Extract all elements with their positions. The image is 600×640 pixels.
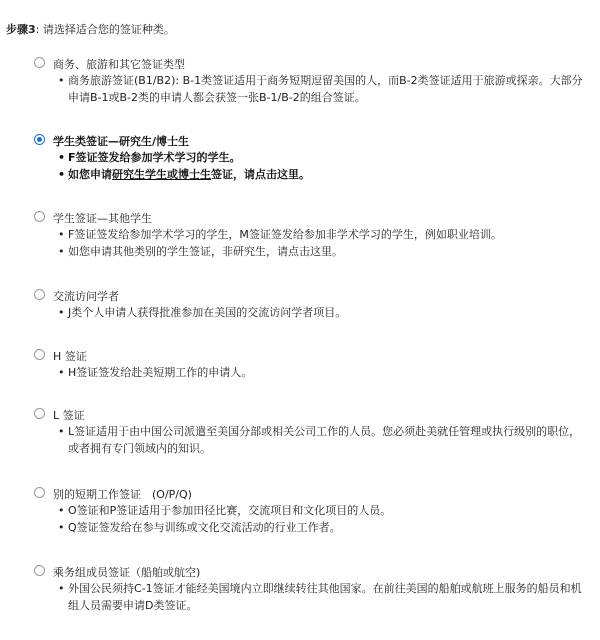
- option-bullet: • F签证签发给参加学术学习的学生。: [68, 149, 590, 166]
- radio-button[interactable]: [34, 57, 45, 68]
- step-label: 步骤3: [6, 23, 36, 36]
- radio-button[interactable]: [34, 565, 45, 576]
- step-instruction: : 请选择适合您的签证种类。: [35, 23, 175, 36]
- option-bullet: • 商务旅游签证(B1/B2): B-1类签证适用于商务短期逗留美国的人，而B-2类签证适用于旅游或探亲。大部分申请B-1或B-2类的申请人都会获签一张B-1/B-2的组合签证。: [68, 72, 590, 106]
- option-title: 别的短期工作签证 (O/P/Q): [53, 488, 192, 501]
- option-title: 交流访问学者: [53, 290, 119, 303]
- option-bullet: • H签证签发给赴美短期工作的申请人。: [68, 364, 590, 381]
- visa-option-l[interactable]: [34, 405, 590, 457]
- radio-button[interactable]: [34, 289, 45, 300]
- radio-button[interactable]: [34, 487, 45, 498]
- visa-option-opq[interactable]: [34, 484, 590, 536]
- option-title: H 签证: [53, 350, 87, 363]
- option-bullet-link: [68, 166, 590, 183]
- visa-option-exchange-visitor[interactable]: [34, 286, 590, 321]
- option-bullet: • L签证适用于由中国公司派遣至美国分部或相关公司工作的人员。您必须赴美就任管理或执行级别的职位，或者拥有专门领域内的知识。: [68, 423, 590, 457]
- option-bullet: • F签证签发给参加学术学习的学生，M签证签发给参加非学术学习的学生，例如职业培训。: [68, 226, 590, 243]
- option-bullet: • 外国公民须持C-1签证才能经美国境内立即继续转往其他国家。在前往美国的船舶或航班上服务的船员和机组人员需要申请D类签证。: [68, 580, 590, 614]
- radio-button-selected[interactable]: [34, 134, 45, 145]
- step-heading: [6, 21, 175, 37]
- visa-option-business-tourism[interactable]: [34, 54, 590, 106]
- option-title: 商务、旅游和其它签证类型: [53, 58, 185, 71]
- option-title: 乘务组成员签证（船舶或航空): [53, 566, 201, 579]
- radio-button[interactable]: [34, 408, 45, 419]
- visa-option-graduate-student[interactable]: [34, 131, 590, 183]
- option-bullet: • O签证和P签证适用于参加田径比赛，交流项目和文化项目的人员。: [68, 502, 590, 519]
- visa-option-other-student[interactable]: [34, 208, 590, 260]
- option-title: 学生类签证—研究生/博士生: [53, 135, 190, 148]
- link-suffix: 签证，请点击这里。: [211, 168, 310, 181]
- graduate-student-link[interactable]: 研究生学生或博士生: [112, 168, 211, 181]
- link-prefix: 如您申请: [68, 168, 112, 181]
- visa-option-h[interactable]: [34, 346, 590, 381]
- radio-button[interactable]: [34, 211, 45, 222]
- visa-option-crew[interactable]: [34, 562, 590, 614]
- option-title: 学生签证—其他学生: [53, 212, 152, 225]
- radio-button[interactable]: [34, 349, 45, 360]
- option-title: L 签证: [53, 409, 85, 422]
- option-bullet: • 如您申请其他类别的学生签证，非研究生，请点击这里。: [68, 243, 590, 260]
- option-bullet: • Q签证签发给在参与训练或文化交流活动的行业工作者。: [68, 519, 590, 536]
- option-bullet: • J类个人申请人获得批准参加在美国的交流访问学者项目。: [68, 304, 590, 321]
